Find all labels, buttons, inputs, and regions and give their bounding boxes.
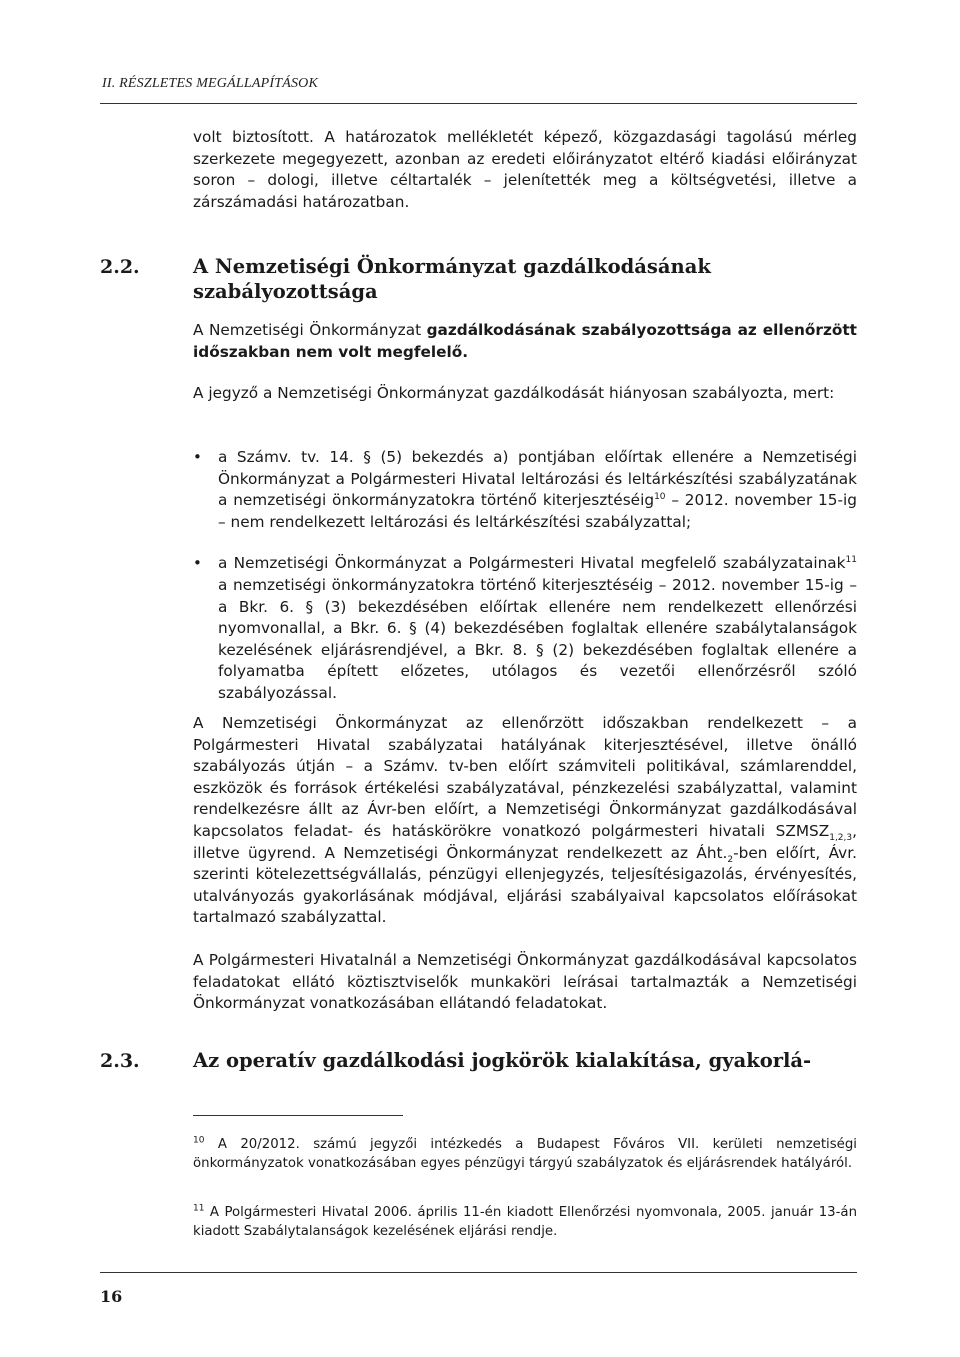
bullet-icon: • xyxy=(193,448,202,466)
finding-statement xyxy=(193,320,857,363)
section-number-2-2: 2.2. xyxy=(100,256,140,278)
intro-paragraph: volt biztosított. A határozatok mellékletét képező, közgazdasági tagolású mérleg szerkezete megegyezett, azonban az eredeti előirányzatot eltérő kiadási előirányzat soron – dologi, illetve céltartalék – jelenítették meg a költségvetési, illetve a zárszámadási határozatban. xyxy=(193,128,857,211)
bullet-text-cont: – 2012. november 15-ig – nem rendelkezett leltározási és leltárkészítési szabályzattal; xyxy=(218,491,857,531)
footnote-text: A 20/2012. számú jegyzői intézkedés a Budapest Főváros VII. kerületi nemzetiségi önkormányzatok vonatkozásában egyes pénzügyi tárgyú szabályzatok és eljárásrendek hatályáról. xyxy=(193,1137,857,1171)
findings-list xyxy=(193,447,857,705)
footnote-ref: 11 xyxy=(845,555,857,566)
running-header: II. RÉSZLETES MEGÁLLAPÍTÁSOK xyxy=(102,76,318,91)
finding-bold: gazdálkodásának szabályozottsága az ellenőrzött időszakban nem volt megfelelő. xyxy=(193,321,857,361)
regulations-paragraph xyxy=(193,713,857,929)
footnote-11 xyxy=(193,1204,857,1241)
bullet-text-cont: a nemzetiségi önkormányzatokra történő kiterjesztéséig – 2012. november 15-ig – a Bkr. 6. § (3) bekezdésében előírtak ellenére nem rendelkezett ellenőrzési nyomvonallal, a Bkr. 6. § (4) bekezdésében foglaltak ellenére szabálytalanságok kezelésének eljárásrendjével, a Bkr. 8. § (2) bekezdésében foglaltak ellenére a folyamatba épített előzetes, utólagos és vezetői ellenőrzésről szóló szabályozással. xyxy=(218,575,857,702)
footnote-divider xyxy=(193,1115,403,1116)
list-item xyxy=(193,447,857,533)
finding-prefix: A Nemzetiségi Önkormányzat xyxy=(193,321,427,339)
bullet-icon: • xyxy=(193,554,202,573)
footnote-ref: 10 xyxy=(654,492,666,503)
paragraph-text: , illetve ügyrend. A Nemzetiségi Önkormányzat rendelkezett az Áht. xyxy=(193,821,857,862)
section-number-2-3: 2.3. xyxy=(100,1050,140,1072)
staff-paragraph: A Polgármesteri Hivatalnál a Nemzetiségi Önkormányzat gazdálkodásával kapcsolatos feladatokat ellátó köztisztviselők munkaköri leírásai tartalmazták a Nemzetiségi Önkormányzat vonatkozásában ellátandó feladatokat. xyxy=(193,951,857,1013)
paragraph-text: -ben előírt, Ávr. szerinti kötelezettségvállalás, pénzügyi ellenjegyzés, teljesítésigazolás, érvényesítés, utalványozás gyakorlásának módjával, eljárási szabályaival kapcsolatos előírásokat tartalmazó szabályzattal. xyxy=(193,843,857,927)
bullet-text: a Nemzetiségi Önkormányzat a Polgármesteri Hivatal megfelelő szabályzatainak xyxy=(218,554,846,573)
lead-paragraph: A jegyző a Nemzetiségi Önkormányzat gazdálkodását hiányosan szabályozta, mert: xyxy=(193,384,835,402)
section-title-2-2: A Nemzetiségi Önkormányzat gazdálkodásának szabályozottsága xyxy=(193,255,711,303)
page-number: 16 xyxy=(100,1287,123,1306)
bullet-text: a Számv. tv. 14. § (5) bekezdés a) pontjában előírtak ellenére a Nemzetiségi Önkormányzat a Polgármesteri Hivatal leltározási és leltárkészítési szabályzatának a nemzetiségi önkormányzatokra történő kiterjesztéséig xyxy=(218,448,857,510)
footnote-10 xyxy=(193,1136,857,1173)
list-item xyxy=(193,553,857,704)
footnote-number: 10 xyxy=(193,1135,205,1146)
section-title-2-3: Az operatív gazdálkodási jogkörök kialakítása, gyakorlá- xyxy=(193,1049,812,1072)
subscript: 2 xyxy=(727,854,734,865)
paragraph-text: A Nemzetiségi Önkormányzat az ellenőrzött időszakban rendelkezett – a Polgármesteri Hivatal szabályzatai hatályának kiterjesztésével, illetve önálló szabályozás útján – a Számv. tv-ben előírt számviteli politikával, számlarenddel, eszközök és források értékelési szabályzatával, pénzkezelési szabályzattal, valamint rendelkezésre állt az Ávr-ben előírt, a Nemzetiségi Önkormányzat gazdálkodásával kapcsolatos feladat- és hatáskörökre vonatkozó polgármesteri hivatali SZMSZ xyxy=(193,714,857,840)
footer-divider xyxy=(100,1272,857,1273)
footnote-text: A Polgármesteri Hivatal 2006. április 11-én kiadott Ellenőrzési nyomvonala, 2005. január 13-án kiadott Szabálytalanságok kezelésének eljárási rendje. xyxy=(193,1205,857,1239)
header-divider xyxy=(100,103,857,104)
subscript: 1,2,3 xyxy=(829,833,853,844)
footnote-number: 11 xyxy=(193,1203,205,1214)
